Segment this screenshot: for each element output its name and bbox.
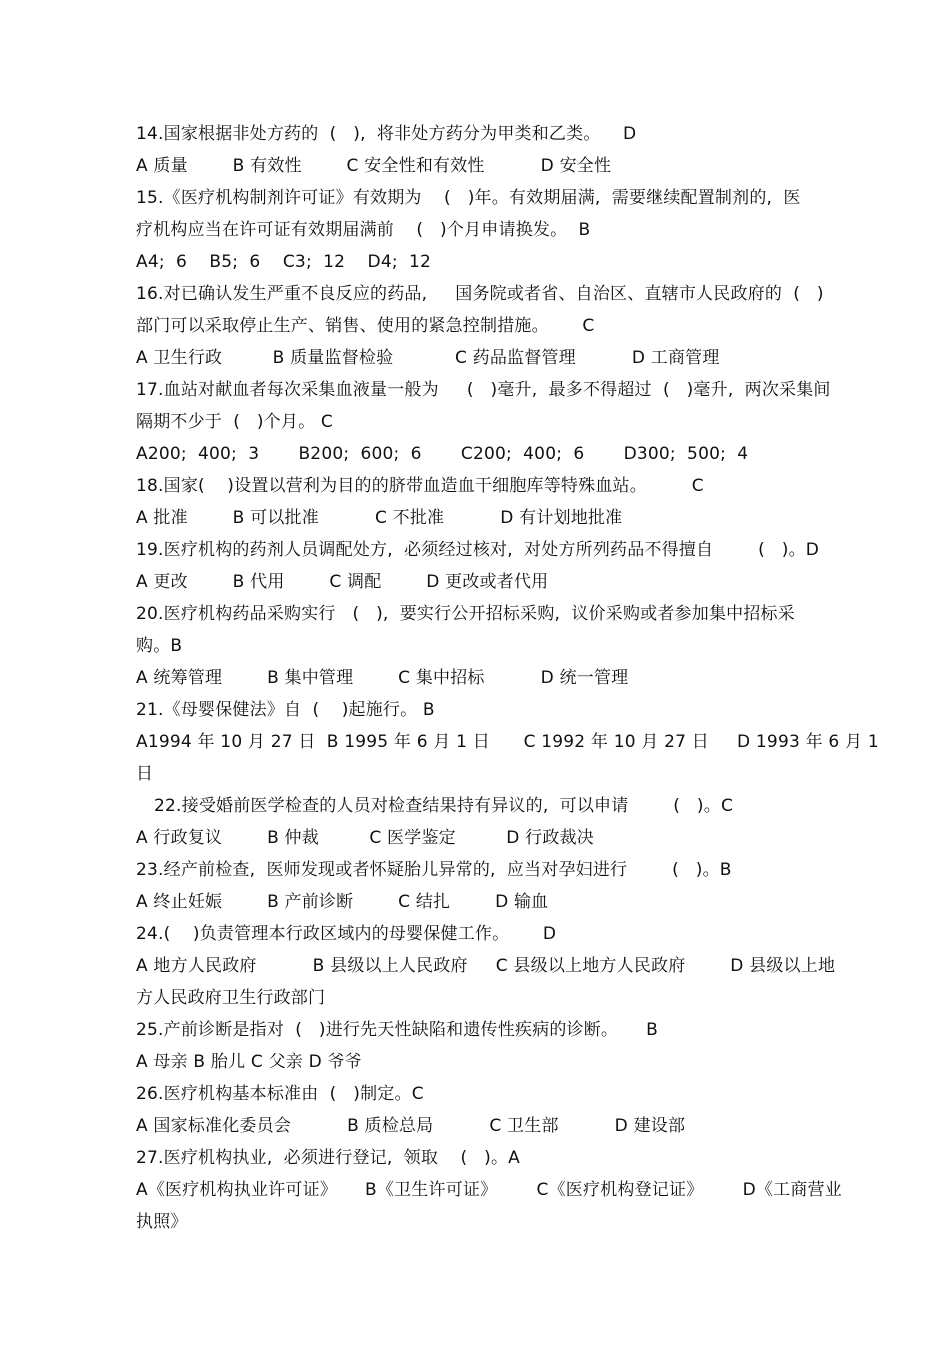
q15-options: A4; 6 B5; 6 C3; 12 D4; 12 (136, 252, 431, 272)
document-body (136, 118, 879, 1238)
q19-options: A 更改 B 代用 C 调配 D 更改或者代用 (136, 572, 549, 592)
q21-options: A1994 年 10 月 27 日 B 1995 年 6 月 1 日 C 1992 年 10 月 27 日 D 1993 年 6 月 1 (136, 732, 879, 752)
q17-stem: 17.血站对献血者每次采集血液量一般为 ( )毫升, 最多不得超过 ( )毫升, 两次采集间 (136, 380, 831, 400)
q22-options: A 行政复议 B 仲裁 C 医学鉴定 D 行政裁决 (136, 828, 594, 848)
q24-options-cont: 方人民政府卫生行政部门 (136, 988, 326, 1008)
q21-options-cont: 日 (136, 764, 154, 784)
q15-stem-cont: 疗机构应当在许可证有效期届满前 ( )个月申请换发。 B (136, 220, 591, 240)
q18-options: A 批准 B 可以批准 C 不批准 D 有计划地批准 (136, 508, 623, 528)
q27-options-cont: 执照》 (136, 1212, 188, 1232)
q25-stem: 25.产前诊断是指对 ( )进行先天性缺陷和遗传性疾病的诊断。 B (136, 1020, 658, 1040)
q19-stem: 19.医疗机构的药剂人员调配处方, 必须经过核对, 对处方所列药品不得擅自 ( )。D (136, 540, 820, 560)
q24-stem: 24.( )负责管理本行政区域内的母婴保健工作。 D (136, 924, 557, 944)
q21-stem: 21.《母婴保健法》自 ( )起施行。 B (136, 700, 435, 720)
q27-options: A《医疗机构执业许可证》 B《卫生许可证》 C《医疗机构登记证》 D《工商营业 (136, 1180, 842, 1200)
q16-stem-cont: 部门可以采取停止生产、销售、使用的紧急控制措施。 C (136, 316, 595, 336)
q24-options: A 地方人民政府 B 县级以上人民政府 C 县级以上地方人民政府 D 县级以上地 (136, 956, 836, 976)
q16-stem: 16.对已确认发生严重不良反应的药品, 国务院或者省、自治区、直辖市人民政府的 ( ) (136, 284, 824, 304)
q20-stem-cont: 购。B (136, 636, 183, 656)
q26-options: A 国家标准化委员会 B 质检总局 C 卫生部 D 建设部 (136, 1116, 686, 1136)
q15-stem: 15.《医疗机构制剂许可证》有效期为 ( )年。有效期届满, 需要继续配置制剂的, 医 (136, 188, 801, 208)
q20-options: A 统筹管理 B 集中管理 C 集中招标 D 统一管理 (136, 668, 629, 688)
q14-stem: 14.国家根据非处方药的 ( ), 将非处方药分为甲类和乙类。 D (136, 124, 637, 144)
q17-stem-cont: 隔期不少于 ( )个月。 C (136, 412, 333, 432)
q20-stem: 20.医疗机构药品采购实行 ( ), 要实行公开招标采购, 议价采购或者参加集中招标采 (136, 604, 795, 624)
q23-stem: 23.经产前检查, 医师发现或者怀疑胎儿异常的, 应当对孕妇进行 ( )。B (136, 860, 732, 880)
q18-stem: 18.国家( )设置以营利为目的的脐带血造血干细胞库等特殊血站。 C (136, 476, 704, 496)
q25-options: A 母亲 B 胎儿 C 父亲 D 爷爷 (136, 1052, 362, 1072)
q27-stem: 27.医疗机构执业, 必须进行登记, 领取 ( )。A (136, 1148, 520, 1168)
q22-stem: 22.接受婚前医学检查的人员对检查结果持有异议的, 可以申请 ( )。C (154, 796, 734, 816)
q23-options: A 终止妊娠 B 产前诊断 C 结扎 D 输血 (136, 892, 549, 912)
q17-options: A200; 400; 3 B200; 600; 6 C200; 400; 6 D300; 500; 4 (136, 444, 749, 464)
q26-stem: 26.医疗机构基本标准由 ( )制定。C (136, 1084, 424, 1104)
q16-options: A 卫生行政 B 质量监督检验 C 药品监督管理 D 工商管理 (136, 348, 720, 368)
q14-options: A 质量 B 有效性 C 安全性和有效性 D 安全性 (136, 156, 612, 176)
